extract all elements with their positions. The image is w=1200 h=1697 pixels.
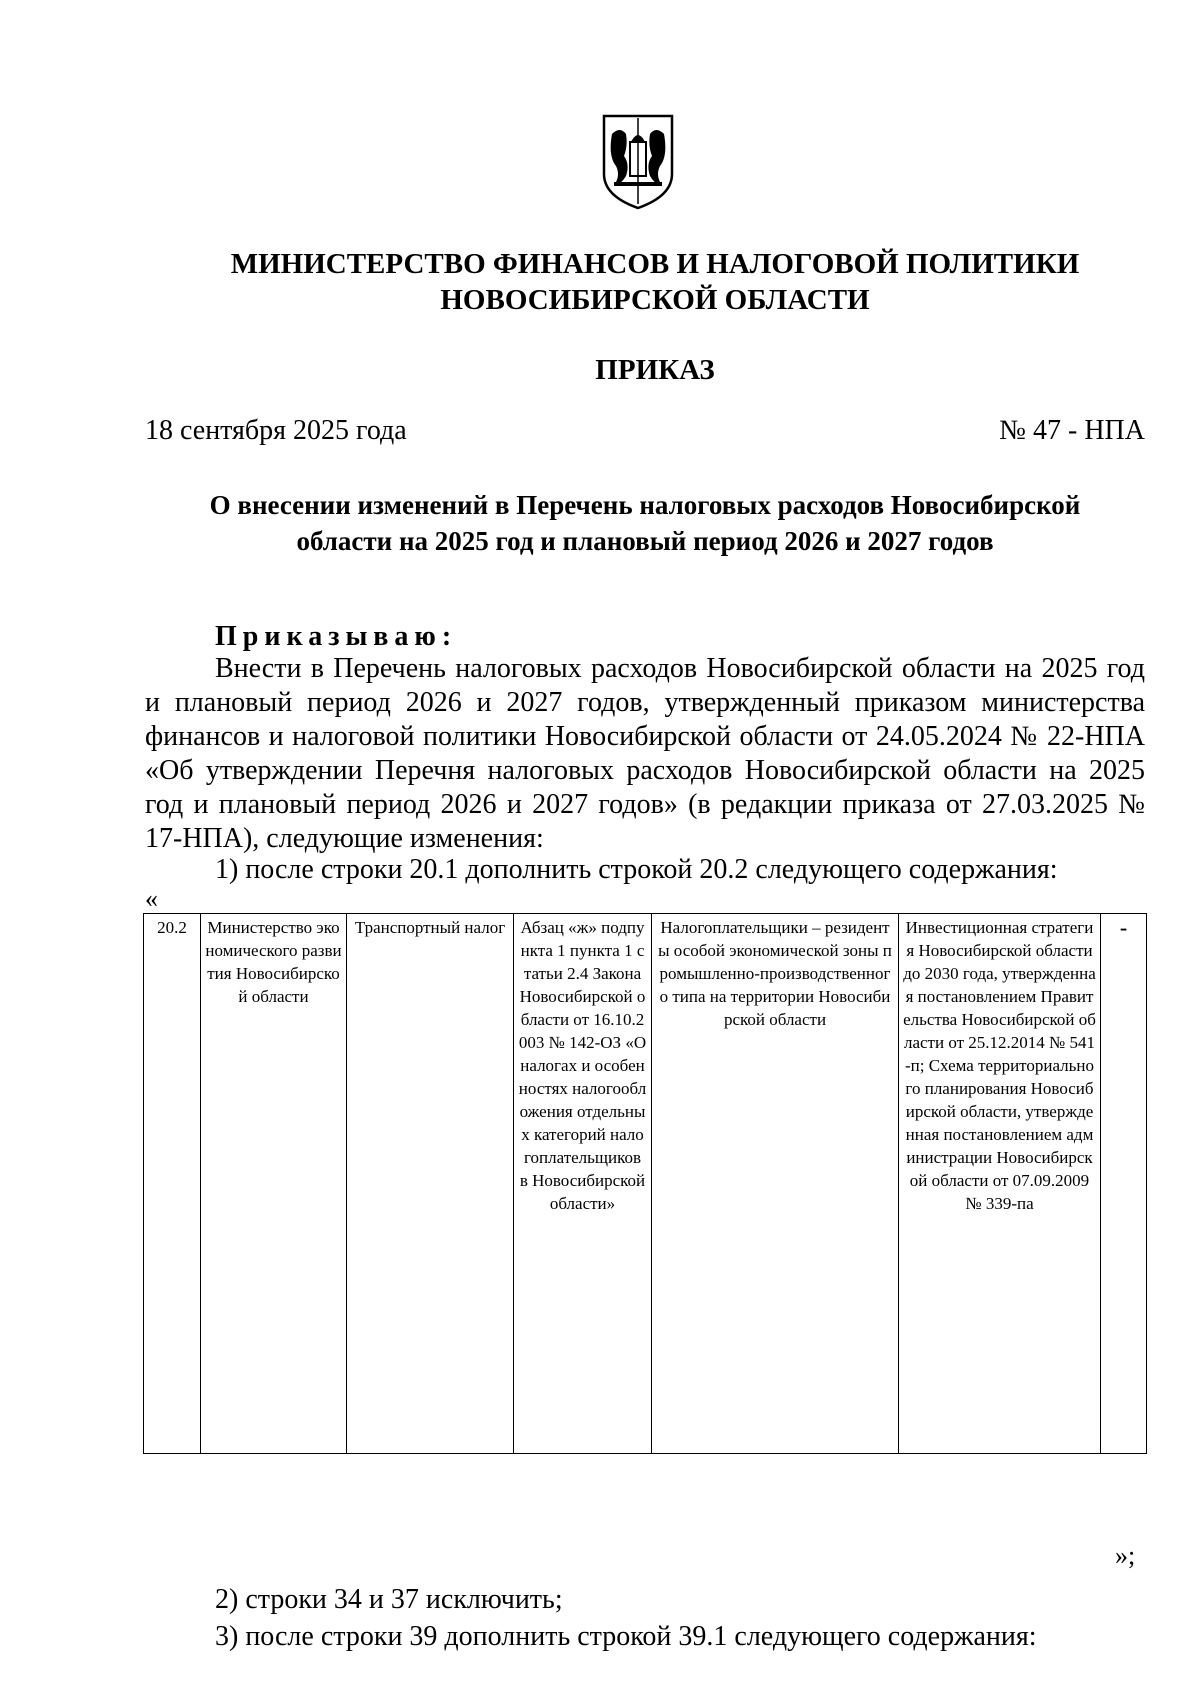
order-word: Приказываю: [215, 621, 458, 652]
subject-line-1: О внесении изменений в Перечень налоговых расходов Новосибирской [209, 490, 1081, 520]
tax-cell: Транспортный налог [347, 914, 514, 1454]
legal-norm-cell: Абзац «ж» подпункта 1 пункта 1 статьи 2.4 Закона Новосибирской области от 16.10.2003 № 142-ОЗ «О налогах и особенностях налогообложения отдельных категорий налогоплательщиков в Новосибирской области» [514, 914, 652, 1454]
amendment-item-2: 2) строки 34 и 37 исключить; [215, 1584, 563, 1615]
intro-paragraph [145, 652, 1145, 856]
curator-cell: Министерство экономического развития Новосибирской области [201, 914, 347, 1454]
document-type: ПРИКАЗ [595, 354, 715, 386]
amendment-item-1: 1) после строки 20.1 дополнить строкой 20.2 следующего содержания: [215, 854, 1058, 885]
taxpayer-category-cell: Налогоплательщики – резиденты особой экономической зоны промышленно-производственного типа на территории Новосибирской области [652, 914, 899, 1454]
table-row [144, 914, 1147, 1454]
amendment-item-3: 3) после строки 39 дополнить строкой 39.1 следующего содержания: [215, 1621, 1037, 1652]
ministry-line-1: МИНИСТЕРСТВО ФИНАНСОВ И НАЛОГОВОЙ ПОЛИТИКИ [230, 248, 1080, 280]
intro-text: Внести в Перечень налоговых расходов Новосибирской области на 2025 год и плановый период 2026 и 2027 годов, утвержденный приказом министерства финансов и налоговой политики Новосибирской области от 24.05.2024 № 22-НПА «Об утверждении Перечня налоговых расходов Новосибирской области на 2025 год и плановый период 2026 и 2027 годов» (в редакции приказа от 27.03.2025 № 17-НПА), следующие изменения: [145, 653, 1145, 854]
subject-line-2: области на 2025 год и плановый период 2026 и 2027 годов [296, 526, 994, 556]
row-number-cell: 20.2 [144, 914, 201, 1454]
date-number-line [145, 413, 1145, 449]
order-subject [145, 487, 1145, 559]
coat-of-arms-icon [600, 112, 676, 212]
amendment-table [143, 913, 1147, 1454]
opening-quote: « [145, 884, 158, 913]
order-number: № 47 - НПА [999, 415, 1145, 446]
last-column-cell: - [1101, 914, 1147, 1454]
order-date: 18 сентября 2025 года [145, 415, 407, 446]
closing-quote: »; [1115, 1541, 1136, 1570]
strategy-cell: Инвестиционная стратегия Новосибирской области до 2030 года, утвержденная постановлением Правительства Новосибирской области от 25.12.2014 № 541-п; Схема территориального планирования Новосибирской области, утвержденная постановлением администрации Новосибирской области от 07.09.2009 № 339-па [899, 914, 1101, 1454]
ministry-name [130, 246, 1180, 318]
ministry-line-2: НОВОСИБИРСКОЙ ОБЛАСТИ [440, 284, 870, 316]
